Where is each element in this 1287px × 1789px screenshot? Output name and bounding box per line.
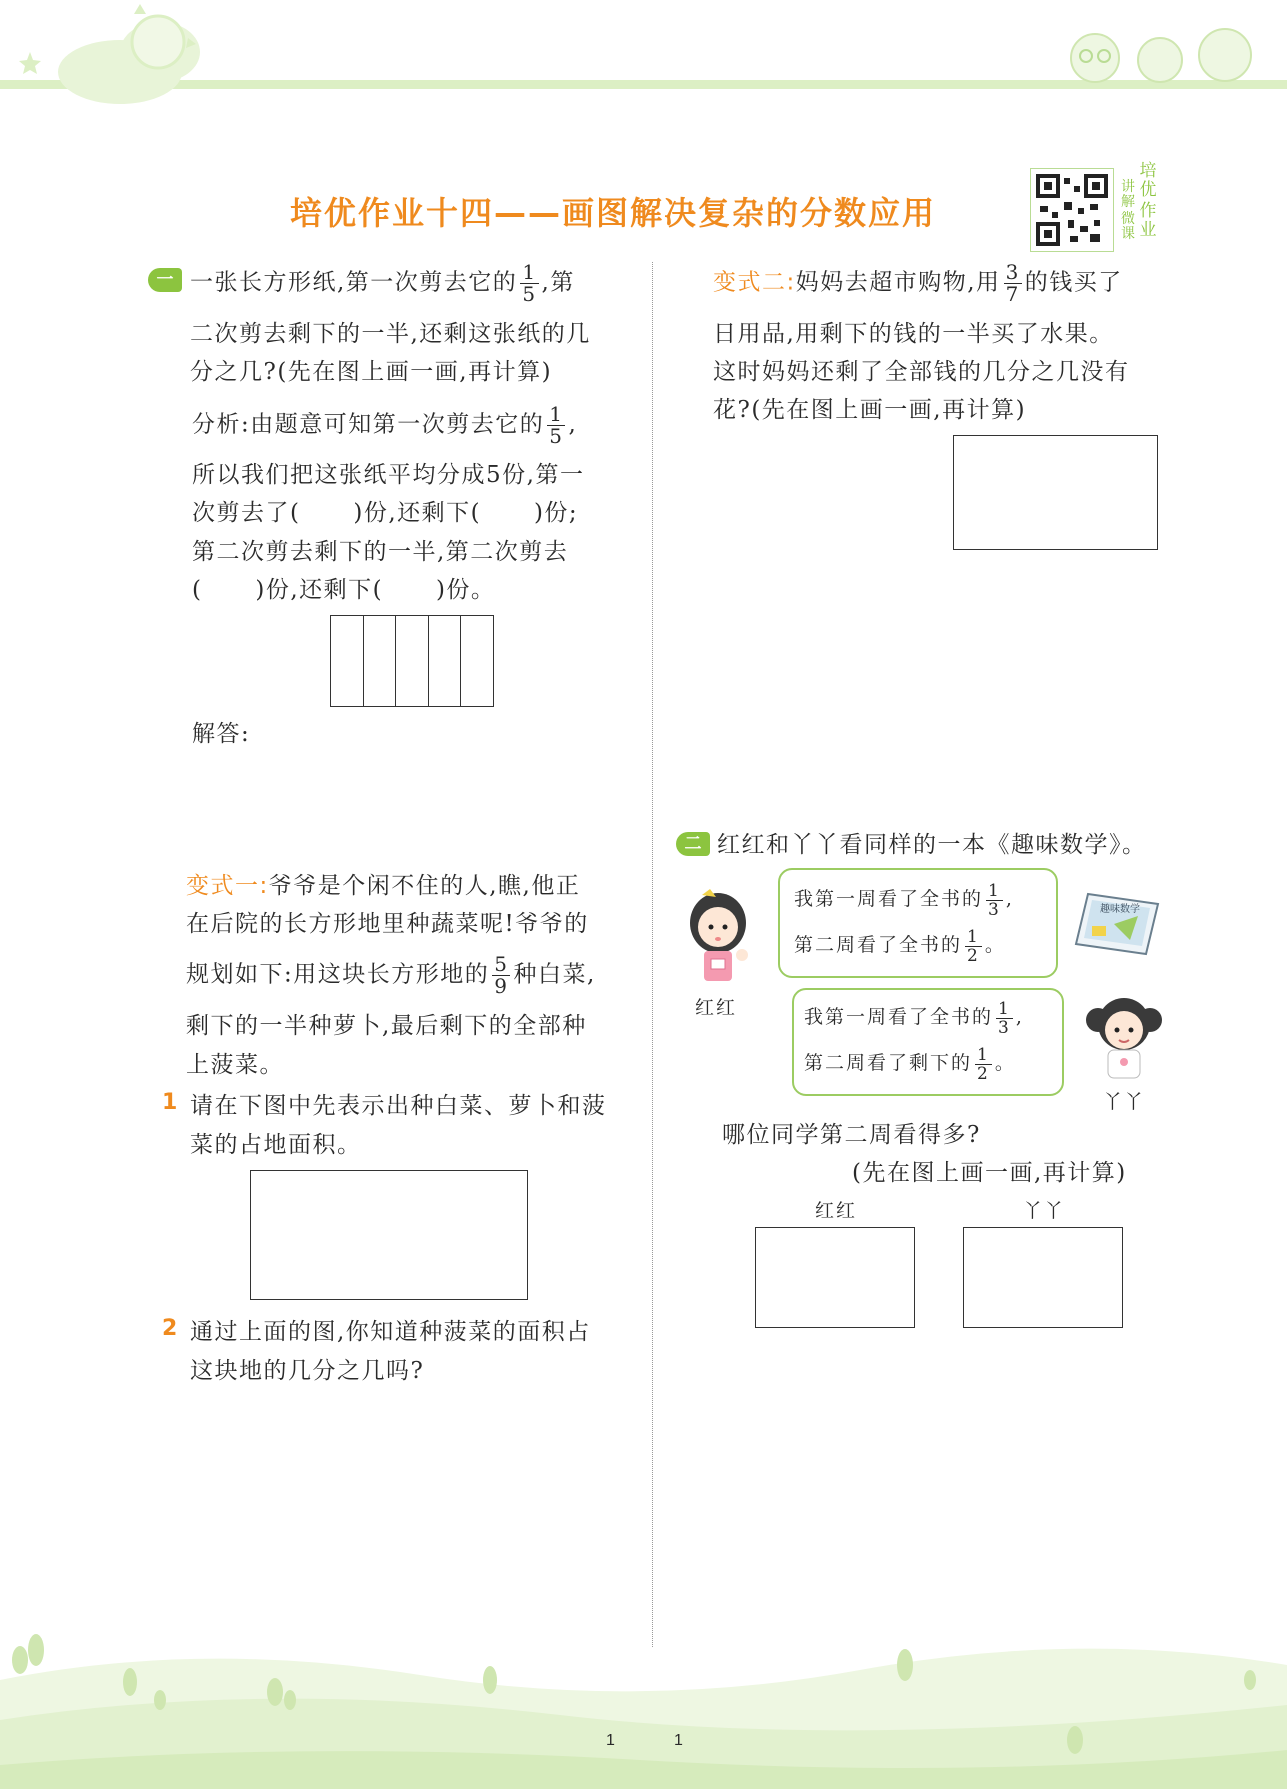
yaya-speech-bubble <box>792 988 1064 1096</box>
strip-part <box>331 616 364 706</box>
q1-line2: 二次剪去剩下的一半,还剩这张纸的几 <box>190 321 591 347</box>
footer-landscape <box>0 1620 1287 1789</box>
shopping-drawing-box[interactable] <box>953 435 1158 550</box>
strip-part <box>396 616 429 706</box>
q1-analysis-line2: 所以我们把这张纸平均分成5份,第一 <box>192 462 585 488</box>
yaya-box-label: 丫丫 <box>1023 1200 1066 1222</box>
math-book-icon <box>1074 888 1160 958</box>
qr-label-3: 微课 <box>1121 211 1135 242</box>
page-number-right: 1 <box>674 1732 683 1749</box>
book-title-text: 趣味数学 <box>1100 904 1140 915</box>
qr-code-icon <box>1030 168 1114 252</box>
q1-analysis-line3: 次剪去了( )份,还剩下( )份; <box>192 500 579 526</box>
q1-analysis-line4: 第二次剪去剩下的一半,第二次剪去 <box>192 539 569 565</box>
paper-strip-diagram <box>330 615 494 707</box>
variant2-line4: 花?(先在图上画一画,再计算) <box>713 397 1027 423</box>
yaya-speech-line2: 第二周看了剩下的 $\frac{1}{2}$ 。 <box>804 1044 1016 1084</box>
q1-analysis-line1: 分析:由题意可知第一次剪去它的 $\frac{1}{5}$ , <box>192 402 578 448</box>
q2-hint: (先在图上画一画,再计算) <box>852 1160 1127 1186</box>
garden-drawing-box[interactable] <box>250 1170 528 1300</box>
q1-answer-label: 解答: <box>192 721 251 747</box>
question-badge-2: 二 <box>676 832 710 856</box>
column-divider <box>652 262 653 1647</box>
yaya-girl-icon <box>1084 990 1164 1080</box>
question-badge-1: 一 <box>148 268 182 292</box>
yaya-speech-line1: 我第一周看了全书的 $\frac{1}{3}$ , <box>804 998 1024 1038</box>
variant1-line3: 规划如下:用这块长方形地的 $\frac{5}{9}$ 种白菜, <box>186 952 596 998</box>
yaya-drawing-box[interactable] <box>963 1227 1123 1328</box>
variant1-sub2-line2: 这块地的几分之几吗? <box>190 1358 425 1384</box>
q2-intro: 红红和丫丫看同样的一本《趣味数学》。 <box>717 832 1147 858</box>
variant1-line5: 上菠菜。 <box>186 1052 284 1078</box>
qr-code <box>1030 168 1114 252</box>
variant2-line3: 这时妈妈还剩了全部钱的几分之几没有 <box>713 359 1130 385</box>
sub-question-number-2: 2 <box>162 1316 178 1341</box>
header-decoration <box>0 0 1287 110</box>
q1-line1: 一张长方形纸,第一次剪去它的 $\frac{1}{5}$ ,第 <box>190 260 575 306</box>
variant2-line2: 日用品,用剩下的钱的一半买了水果。 <box>713 321 1114 347</box>
page-number-left: 1 <box>606 1732 615 1749</box>
honghong-speech-line2: 第二周看了全书的 $\frac{1}{2}$ 。 <box>794 926 1006 966</box>
variant1-sub1-line2: 菜的占地面积。 <box>190 1132 362 1158</box>
variant1-sub2-line1: 通过上面的图,你知道种菠菜的面积占 <box>190 1319 591 1345</box>
strip-part <box>364 616 397 706</box>
variant2-line1: 变式二:妈妈去超市购物,用 $\frac{3}{7}$ 的钱买了 <box>713 260 1123 306</box>
strip-part <box>461 616 493 706</box>
q2-question: 哪位同学第二周看得多? <box>722 1122 981 1148</box>
strip-part <box>429 616 462 706</box>
variant1-line1: 变式一:爷爷是个闲不住的人,瞧,他正 <box>186 873 581 899</box>
honghong-drawing-box[interactable] <box>755 1227 915 1328</box>
variant1-line2: 在后院的长方形地里种蔬菜呢!爷爷的 <box>186 911 589 937</box>
q1-line3: 分之几?(先在图上画一画,再计算) <box>190 359 553 385</box>
variant1-line4: 剩下的一半种萝卜,最后剩下的全部种 <box>186 1013 587 1039</box>
honghong-name: 红红 <box>695 997 738 1019</box>
honghong-box-label: 红红 <box>815 1200 858 1222</box>
q1-analysis-line5: ( )份,还剩下( )份。 <box>192 577 496 603</box>
qr-label-2: 讲解 <box>1121 179 1135 210</box>
qr-label <box>1118 160 1162 260</box>
sub-question-number-1: 1 <box>162 1090 178 1115</box>
honghong-speech-line1: 我第一周看了全书的 $\frac{1}{3}$ , <box>794 880 1014 920</box>
variant1-sub1-line1: 请在下图中先表示出种白菜、萝卜和菠 <box>190 1093 607 1119</box>
page-title: 培优作业十四——画图解决复杂的分数应用 <box>290 194 937 232</box>
qr-label-4: 作业 <box>1139 201 1157 240</box>
honghong-girl-icon <box>680 885 760 985</box>
qr-label-1: 培优 <box>1139 161 1157 200</box>
honghong-speech-bubble <box>778 868 1058 978</box>
yaya-name: 丫丫 <box>1103 1091 1146 1113</box>
